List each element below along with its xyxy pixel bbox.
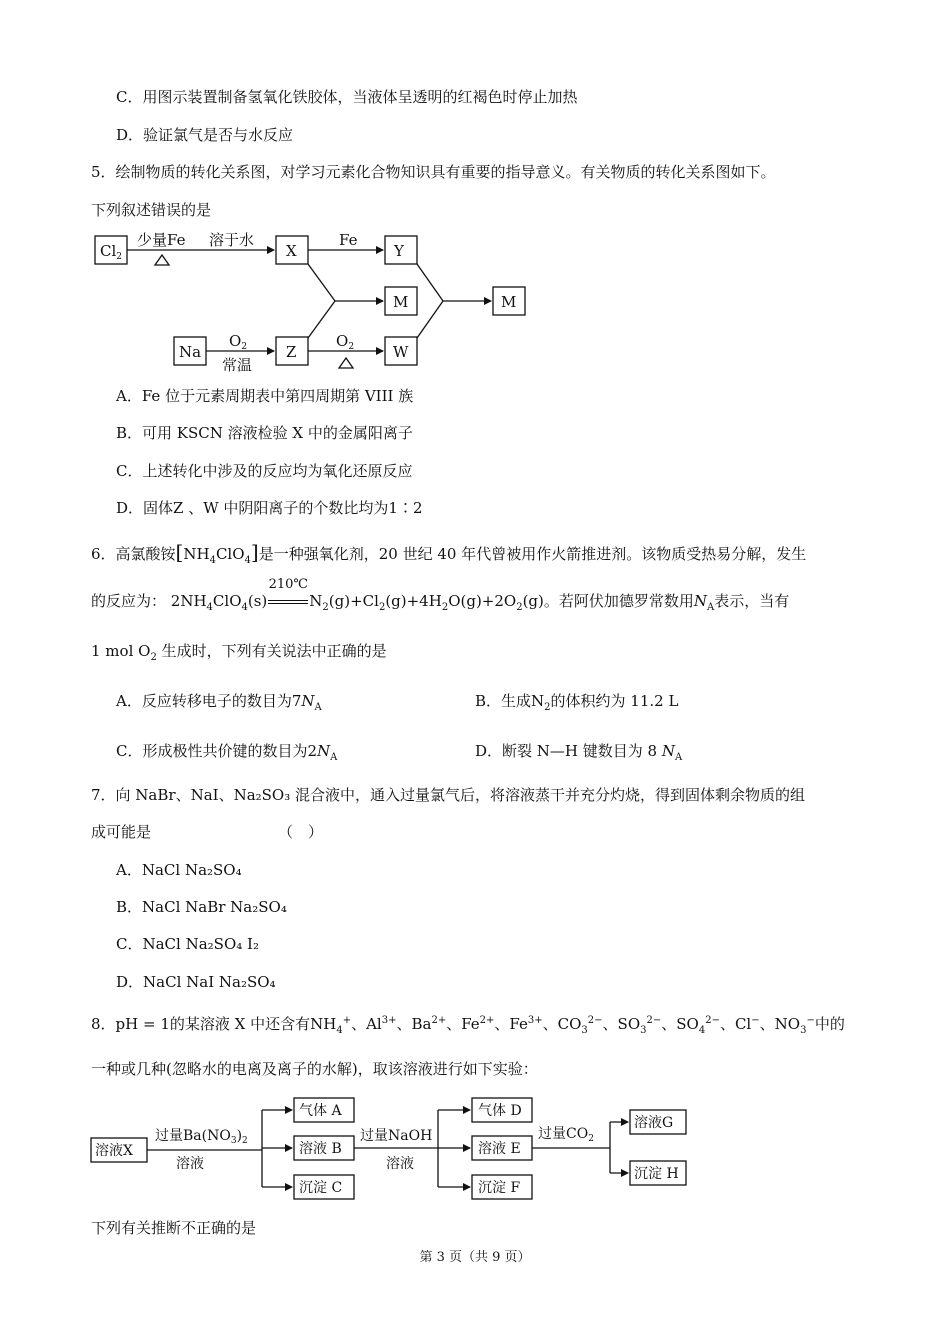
cond-dissolve-water: 溶于水	[209, 231, 255, 249]
sol-x-label: 溶液X	[95, 1143, 133, 1159]
w-label: W	[393, 343, 409, 361]
q5-stem-line2: 下列叙述错误的是	[91, 201, 212, 219]
q5-option-d: D．固体Z 、W 中阴阳离子的个数比均为1∶2	[116, 499, 423, 517]
x-label: X	[286, 242, 297, 260]
q7-stem-line1: 7．向 NaBr、NaI、Na₂SO₃ 混合液中，通入过量氯气后，将溶液蒸干并充分灼烧，得到固体剩余物质的组	[91, 786, 806, 804]
q6-option-b: B．生成$N_2$的体积约为 11.2 L	[475, 692, 679, 713]
q5-option-b: B．可用 KSCN 溶液检验 X 中的金属阳离子	[116, 424, 413, 442]
q7-stem-line2: 成可能是	[91, 823, 152, 841]
q6-stem-line2: 的反应为： $2NH_4ClO_4(s)$ 210℃ $N_2(g)+Cl_2(g)+4H_2O(g)+2O_2(g)$。若阿伏加德罗常数用$N_A$表示，当有	[91, 577, 790, 613]
q7-option-c: C．NaCl Na₂SO₄ I₂	[116, 935, 259, 953]
cond-o2-1: $O_2$	[229, 332, 248, 352]
reagent-ba-no3: 过量$Ba(NO_3)_2$	[155, 1128, 248, 1146]
q5-stem-line1: 5．绘制物质的转化关系图，对学习元素化合物知识具有重要的指导意义。有关物质的转化关系图如下。	[91, 163, 776, 181]
sol-e-label: 溶液 E	[478, 1141, 521, 1157]
q6-stem-line1: 6．高氯酸铵$[NH_4ClO_4]$是一种强氧化剂，20 世纪 40 年代曾被用作火箭推进剂。该物质受热易分解，发生	[91, 540, 807, 566]
reagent1-solution: 溶液	[176, 1156, 204, 1172]
q6-option-a: A．反应转移电子的数目为$7N_A$	[116, 692, 322, 713]
reagent2-solution: 溶液	[386, 1156, 414, 1172]
cond-normal-temp: 常温	[222, 356, 253, 374]
q6-option-d: D．断裂 N—H 键数目为 8 $N_A$	[475, 742, 683, 763]
cond-fe: Fe	[339, 231, 358, 249]
ppt-h-label: 沉淀 H	[634, 1166, 679, 1182]
y-label: Y	[394, 242, 404, 260]
z-label: Z	[286, 343, 297, 361]
page-footer: 第 3 页（共 9 页）	[419, 1250, 531, 1265]
q4-option-c: C．用图示装置制备氢氧化铁胶体，当液体呈透明的红褐色时停止加热	[116, 88, 578, 106]
cl2-label: $Cl_2$	[100, 242, 123, 262]
q8-stem-line1: 8．pH = 1的某溶液 X 中还含有$NH_4^+$、$Al^{3+}$、$Ba^{2+}$、$Fe^{2+}$、$Fe^{3+}$、$CO_3^{2-}$、$SO_3^{2-}$、$SO_4^{2-}$、Cl−、$NO_3^-$中的	[91, 1015, 845, 1036]
q5-option-a: A．Fe 位于元素周期表中第四周期第 VIII 族	[116, 387, 414, 405]
m-label-middle: M	[393, 293, 409, 311]
ppt-c-label: 沉淀 C	[299, 1180, 343, 1196]
ppt-f-label: 沉淀 F	[478, 1180, 521, 1196]
q7-answer-paren: （ ）	[278, 823, 324, 841]
q5-option-c: C．上述转化中涉及的反应均为氧化还原反应	[116, 462, 413, 480]
cond-o2-2: $O_2$	[336, 332, 355, 352]
q7-option-b: B．NaCl NaBr Na₂SO₄	[116, 898, 287, 916]
reagent-co2: 过量$CO_2$	[538, 1126, 594, 1144]
q7-option-d: D．NaCl NaI Na₂SO₄	[116, 973, 276, 991]
na-label: Na	[179, 343, 202, 361]
cond-little-fe: 少量Fe	[137, 231, 186, 249]
sol-b-label: 溶液 B	[299, 1141, 342, 1157]
q4-option-d: D．验证氯气是否与水反应	[116, 126, 294, 144]
reagent-naoh: 过量NaOH	[360, 1128, 433, 1144]
q8-stem-line2: 一种或几种(忽略水的电离及离子的水解)，取该溶液进行如下实验：	[91, 1060, 538, 1078]
gas-d-label: 气体 D	[478, 1103, 522, 1119]
q6-option-c: C．形成极性共价键的数目为$2N_A$	[116, 742, 338, 763]
q6-stem-line3: 1 mol $O_2$ 生成时，下列有关说法中正确的是	[91, 642, 387, 663]
q8-stem-line3: 下列有关推断不正确的是	[91, 1219, 257, 1237]
q7-option-a: A．NaCl Na₂SO₄	[116, 861, 242, 879]
m-label-right: M	[501, 293, 517, 311]
sol-g-label: 溶液G	[634, 1115, 674, 1131]
gas-a-label: 气体 A	[299, 1103, 342, 1119]
